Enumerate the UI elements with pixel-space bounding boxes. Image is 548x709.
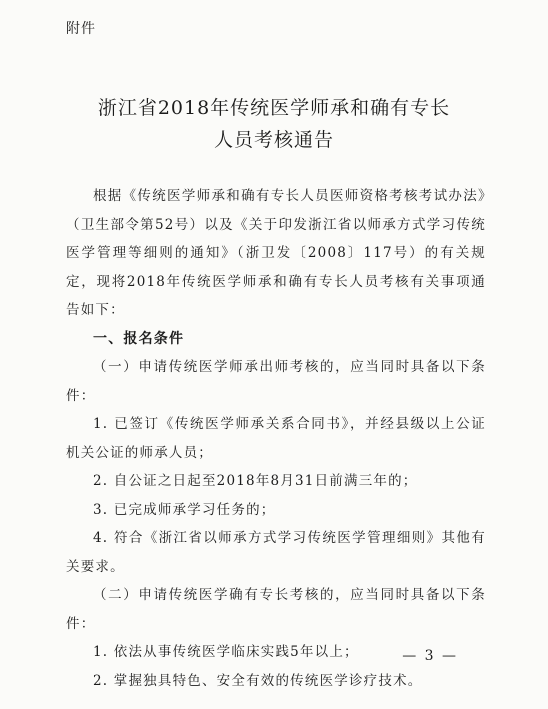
document-body [66,182,486,695]
subsection-expertise: （二）申请传统医学确有专长考核的，应当同时具备以下条件： [66,587,486,632]
list-item: 2. 自公证之日起至2018年8月31日前满三年的； [93,473,418,489]
list-item: 4. 符合《浙江省以师承方式学习传统医学管理细则》其他有关要求。 [66,530,486,575]
list-item: 1. 已签订《传统医学师承关系合同书》，并经县级以上公证机关公证的师承人员； [66,416,486,461]
title-line-1: 浙江省2018年传统医学师承和确有专长 [97,97,451,119]
subsection-apprentice: （一）申请传统医学师承出师考核的，应当同时具备以下条件： [66,359,486,404]
intro-paragraph: 根据《传统医学师承和确有专长人员医师资格考核考试办法》（卫生部令第52号）以及《关于印发浙江省以师承方式学习传统医学管理等细则的通知》（浙卫发〔2008〕117号）的有关规定，现将2018年传统医学师承和确有专长人员考核有关事项通告如下： [66,188,486,318]
title-line-2: 人员考核通告 [213,129,334,151]
list-item: 1. 依法从事传统医学临床实践5年以上； [93,644,359,660]
section-heading-registration: 一、报名条件 [93,330,185,347]
page-number: — 3 — [402,648,458,664]
attachment-label: 附件 [66,21,96,37]
document-title [0,92,548,156]
list-item: 3. 已完成师承学习任务的； [93,501,276,518]
list-item: 2. 掌握独具特色、安全有效的传统医学诊疗技术。 [93,672,423,689]
